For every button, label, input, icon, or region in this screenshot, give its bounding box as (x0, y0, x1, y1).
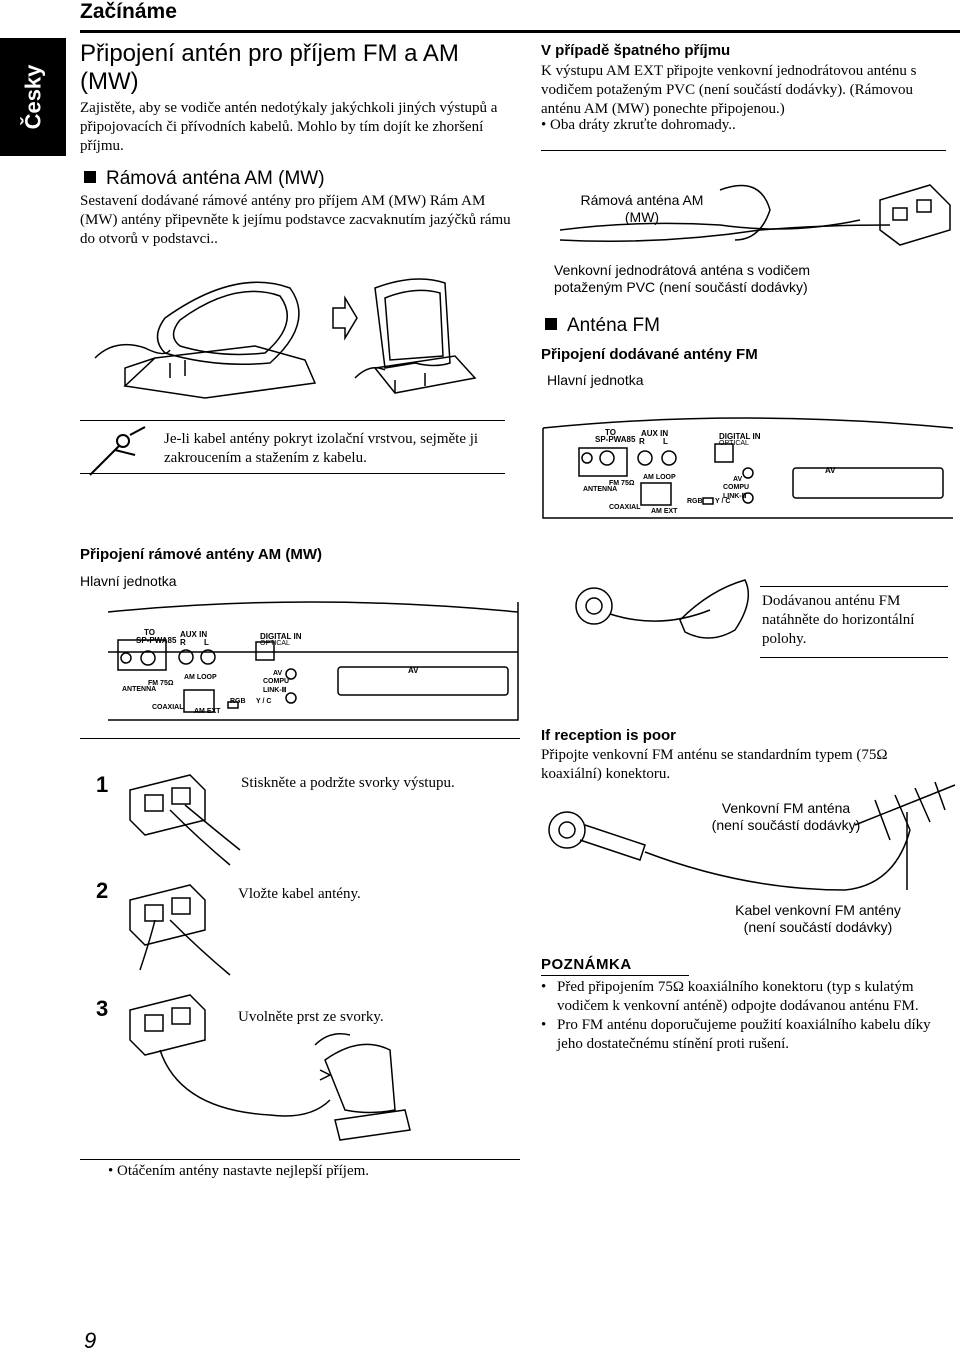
note-title: POZNÁMKA (541, 956, 689, 976)
outdoor-fm-label: Venkovní FM anténa (není součástí dodávky) (711, 800, 861, 833)
step-2-number: 2 (96, 878, 109, 903)
fm-heading-square-icon (545, 318, 557, 330)
back-panel-am (108, 602, 518, 720)
step-1-text: Stiskněte a podržte svorky výstupu. (241, 775, 455, 791)
panel-link-label: LINK-Ⅲ (263, 687, 287, 694)
language-tab (0, 38, 66, 156)
panel-fm-compu-label: COMPU (723, 484, 750, 491)
panel-fm-to-label: TO (605, 428, 616, 437)
rotate-tip-text: Otáčením antény nastavte nejlepší příjem. (117, 1163, 370, 1179)
step-3-number: 3 (96, 996, 109, 1021)
panel-coaxial-label: COAXIAL (152, 704, 184, 711)
panel-fm-link-label: LINK-Ⅲ (723, 493, 747, 500)
panel-fm-speaker-label: SP-PWA85 (595, 435, 636, 444)
page-number: 9 (84, 1328, 97, 1353)
step-2-illustration (120, 880, 240, 980)
panel-av-label: AV (408, 666, 419, 675)
panel-fm-av-small: AV (733, 476, 743, 483)
fm-wire-hand-illustration (560, 570, 760, 660)
panel-fm-aux-label: AUX IN (641, 429, 669, 438)
poor-reception-am-heading: V případě špatného příjmu (541, 42, 731, 59)
panel-aux-r: R (180, 638, 186, 647)
connect-am-heading: Připojení rámové antény AM (MW) (80, 546, 322, 563)
heading-square-icon (84, 171, 96, 183)
rotate-bullet: • (108, 1163, 118, 1179)
loop-antenna-label: Rámová anténa AM (MW) (580, 192, 704, 225)
panel-fm-yc-label: Y / C (715, 498, 731, 505)
right-divider (541, 150, 946, 151)
outdoor-fm-antenna-illustration (545, 780, 955, 910)
panel-am-loop-label: AM LOOP (184, 674, 217, 681)
panel-fm-digital-label: DIGITAL IN (719, 432, 761, 441)
back-panel-fm (543, 418, 953, 530)
fm-heading (545, 315, 660, 337)
note-item: • Pro FM anténu doporučujeme použití koaxiálního kabelu díky jeho dostatečnému stínění proti rušení. (541, 1016, 951, 1054)
cable-strip-icon (85, 425, 155, 485)
poor-reception-fm-heading: If reception is poor (541, 727, 677, 744)
panel-optical-label: OPTICAL (260, 640, 290, 647)
loop-antenna-assembly-illustration (95, 268, 525, 418)
panel-fm-rgb-label: RGB (687, 498, 703, 505)
panel-fm-aux-r: R (639, 437, 645, 446)
panel-fm-fm-label: FM 75Ω (609, 480, 635, 487)
twist-bullet: • (541, 117, 551, 133)
panel-compu-label: COMPU (263, 678, 290, 685)
note-list (541, 978, 951, 1054)
note-item: • Před připojením 75Ω koaxiálního konektoru (typ s kulatým vodičem k venkovní anténě) odpojte dodávanou anténu FM. (541, 978, 951, 1016)
panel-aux-l: L (204, 638, 209, 647)
section-title: Začínáme (80, 0, 177, 23)
panel-am-ext-label: AM EXT (194, 708, 221, 715)
panel-to-label: TO (144, 628, 155, 637)
panel-rgb-label: RGB (230, 698, 246, 705)
am-body: Sestavení dodávané rámové antény pro příjem AM (MW) Rám AM (MW) antény připevněte k jejímu podstavce zacvaknutím jazýčků rámu do otvorů v podstavci.. (80, 193, 511, 247)
outdoor-wire-illustration (560, 170, 950, 270)
panel-speaker-label: SP-PWA85 (136, 636, 177, 645)
outdoor-wire-label: Venkovní jednodrátová anténa s vodičem potaženým PVC (není součástí dodávky) (554, 262, 811, 295)
poor-reception-am-bullet (541, 116, 736, 135)
step-1-illustration (120, 770, 240, 870)
panel-fm-antenna-label: ANTENNA (583, 486, 618, 493)
poor-reception-am-body: K výstupu AM EXT připojte venkovní jednodrátovou anténu s vodičem potaženým PVC (není součástí dodávky). (Rámovou anténu AM (MW) ponechte připojenou.) (541, 63, 917, 117)
panel-antenna-label: ANTENNA (122, 686, 157, 693)
panel-aux-label: AUX IN (180, 630, 208, 639)
panel-fm-am-ext-label: AM EXT (651, 508, 678, 515)
step-1-number: 1 (96, 772, 109, 797)
panel-fm-label: FM 75Ω (148, 680, 174, 687)
header-rule (80, 30, 960, 33)
fm-heading-text: Anténa FM (567, 315, 660, 336)
panel-fm-coaxial-label: COAXIAL (609, 504, 641, 511)
language-label: Česky (20, 64, 45, 130)
rotate-tip (108, 1162, 369, 1181)
fm-unit-label: Hlavní jednotka (547, 372, 644, 388)
am-heading-text: Rámová anténa AM (MW) (106, 168, 325, 189)
fm-subheading: Připojení dodávané antény FM (541, 346, 758, 363)
panel-av-small: AV (273, 670, 283, 677)
intro-text: Zajistěte, aby se vodiče antén nedotýkaly jakýchkoli jiných výstupů a připojovacích či přívodních kabelů. Mohlo by tím dojít ke zhoršení příjmu. (80, 100, 498, 154)
panel-yc-label: Y / C (256, 698, 272, 705)
am-heading (84, 168, 325, 190)
panel-fm-am-loop-label: AM LOOP (643, 474, 676, 481)
connect-am-unit-label: Hlavní jednotka (80, 573, 177, 589)
panel-digital-label: DIGITAL IN (260, 632, 302, 641)
panel-fm-optical-label: OPTICAL (719, 440, 749, 447)
panel-fm-av-label: AV (825, 466, 836, 475)
step-2-text: Vložte kabel antény. (238, 886, 361, 902)
twist-text: Oba dráty zkruťte dohromady.. (550, 117, 736, 133)
outdoor-fm-cable-label: Kabel venkovní FM antény (není součástí dodávky) (735, 902, 901, 935)
poor-reception-fm-body: Připojte venkovní FM anténu se standardním typem (75Ω koaxiální) konektoru. (541, 747, 888, 782)
panel-fm-aux-l: L (663, 437, 668, 446)
step-3-text: Uvolněte prst ze svorky. (238, 1009, 384, 1025)
panel-outline-am (108, 602, 518, 720)
cable-tip-text: Je-li kabel antény pokryt izolační vrstvou, sejměte ji zakroucením a stažením z kabelu. (164, 431, 479, 466)
page-title: Připojení antén pro příjem FM a AM (MW) (80, 40, 459, 95)
fm-extend-label: Dodávanou anténu FM natáhněte do horizontální polohy. (762, 593, 915, 647)
